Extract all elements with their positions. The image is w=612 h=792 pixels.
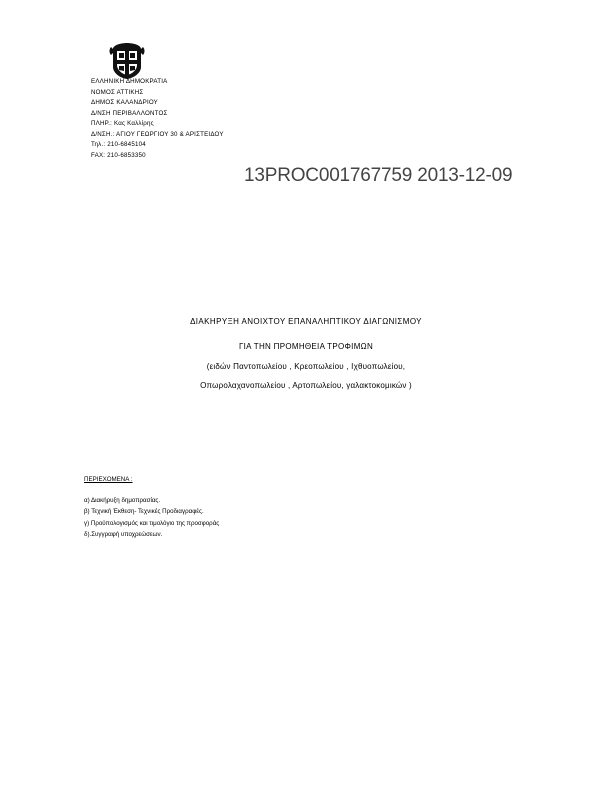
greek-republic-emblem (107, 43, 147, 79)
contents-item: α) Διακήρυξη δημοπρασίας. (84, 496, 161, 504)
document-subtitle-detail: Οπωρολαχανοπωλείου , Αρτοπωλείου, γαλακτοκομικών ) (200, 381, 412, 390)
header-line: ΔΗΜΟΣ ΚΑΛΑΝΔΡΙΟΥ (91, 99, 159, 106)
header-line: Δ/ΝΣΗ.: ΑΓΙΟΥ ΓΕΩΡΓΙΟΥ 30 & ΑΡΙΣΤΕΙΔΟΥ (91, 130, 224, 138)
header-line: Δ/ΝΣΗ ΠΕΡΙΒΑΛΛΟΝΤΟΣ (91, 109, 168, 117)
contents-list (84, 474, 219, 541)
contents-item: γ) Προϋπολογισμός και τιμολόγιο της προσφοράς (84, 519, 220, 527)
contents-item: δ).Συγγραφή υποχρεώσεων. (84, 531, 163, 538)
document-subtitle: ΓΙΑ ΤΗΝ ΠΡΟΜΗΘΕΙΑ ΤΡΟΦΙΜΩΝ (238, 342, 374, 351)
issuer-header (91, 77, 224, 161)
header-line: Τηλ.: 210-6845104 (91, 141, 146, 148)
contents-item: β) Τεχνική Έκθεση- Τεχνικές Προδιαγραφές. (84, 508, 204, 515)
document-subtitle-detail: (ειδών Παντοπωλείου , Κρεοπωλείου , Ιχθυοπωλείου, (206, 362, 406, 371)
contents-heading: ΠΕΡΙΕΧΟΜΕΝΑ : (84, 476, 133, 483)
header-line: ΕΛΛΗΝΙΚΗ ΔΗΜΟΚΡΑΤΙΑ (91, 78, 168, 85)
document-code: 13PROC001767759 2013-12-09 (244, 165, 513, 186)
document-title: ΔΙΑΚΗΡΥΞΗ ΑΝΟΙΧΤΟΥ ΕΠΑΝΑΛΗΠΤΙΚΟΥ ΔΙΑΓΩΝΙΣΜΟΥ (190, 317, 422, 326)
header-line: ΝΟΜΟΣ ΑΤΤΙΚΗΣ (91, 88, 144, 96)
header-line: ΠΛΗΡ.: Κας Καλλίρης (91, 120, 154, 127)
header-line: FAX: 210-6853350 (91, 151, 146, 159)
